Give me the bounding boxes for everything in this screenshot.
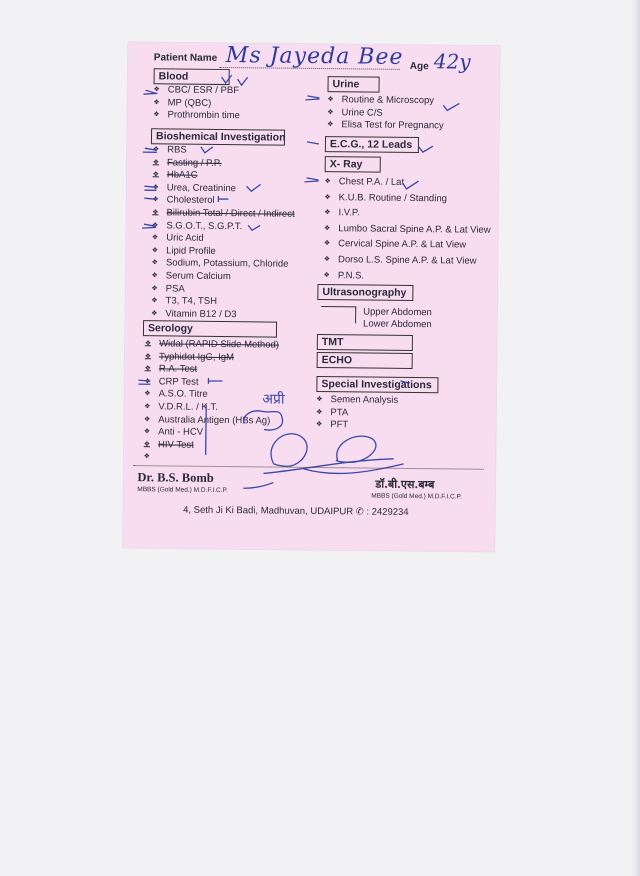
list-item: ❖ S.G.O.T., S.G.P.T. [152, 220, 295, 234]
list-item: ❖ Lumbo Sacral Spine A.P. & Lat View [324, 221, 491, 238]
list-item: ❖ Vitamin B12 / D3 [151, 308, 294, 322]
list-item: ❖ Anti - HCV [144, 426, 278, 440]
list-item: ❖ Prothrombin time [153, 109, 240, 123]
ultrasonography-heading: Ultrasonography [317, 284, 413, 301]
hindi-note-handwritten: अप्री [262, 391, 285, 408]
signature-line [243, 482, 273, 488]
ecg-heading: E.C.G., 12 Leads [325, 136, 419, 153]
list-item: ❖ CRP Test [144, 376, 278, 390]
patient-name-handwritten: Ms Jayeda Bee [225, 43, 404, 70]
list-item: ❖ Cervical Spine A.P. & Lat View [324, 236, 491, 253]
tick-mark [248, 225, 260, 230]
list-item: ❖ V.D.R.L. / K.T. [144, 401, 278, 415]
list-item: ❖ A.S.O. Titre [144, 389, 278, 403]
patient-name-label: Patient Name [153, 52, 218, 64]
tick-mark [208, 378, 222, 384]
arrow-mark [305, 96, 319, 100]
tick-mark [246, 184, 260, 191]
list-item: ❖ I.V.P. [324, 205, 491, 222]
list-item: ❖ HbA1C [153, 169, 296, 183]
prescription-slip [123, 42, 500, 552]
arrow-mark [143, 90, 157, 94]
list-item: Lower Abdomen [363, 317, 432, 330]
age-handwritten: 42y [433, 49, 471, 74]
doctor-name-hindi: डॉ.बी.एस.बम्ब [375, 477, 435, 492]
list-item: ❖ Sodium, Potassium, Chloride [152, 258, 295, 272]
list-item: ❖ Australia Antigen (HBs Ag) [144, 414, 278, 428]
list-item: ❖ Lipid Profile [152, 245, 295, 259]
list-item: ❖ PSA [151, 283, 294, 297]
echo-heading: ECHO [317, 352, 413, 369]
biochem-heading: Bioshemical Investigation [151, 128, 285, 145]
list-item: ❖ Urine C/S [327, 107, 444, 121]
list-item: ❖ HIV Test [144, 439, 278, 453]
arrow-mark [144, 186, 156, 190]
arrow-mark [143, 148, 157, 152]
arrow-mark [138, 380, 150, 384]
scribble [244, 411, 283, 430]
list-item: ❖ RBS [153, 144, 296, 158]
special-heading: Special Investigations [316, 376, 438, 393]
list-item: ❖ Typhidot IgG, IgM [145, 351, 279, 365]
tick-mark [419, 146, 433, 152]
ultrasonography-bracket [321, 306, 356, 323]
list-item: ❖ R.A. Test [145, 363, 279, 377]
list-item: ❖ Semen Analysis [316, 394, 398, 407]
list-item: ❖ T3, T4, TSH [151, 295, 294, 309]
pen-ink [137, 74, 459, 490]
list-item: ❖ Dorso L.S. Spine A.P. & Lat View [324, 252, 491, 269]
tick-mark [218, 196, 228, 202]
arrow-mark [305, 178, 319, 182]
doctor-name: Dr. B.S. Bomb [137, 470, 214, 485]
list-item: ❖ K.U.B. Routine / Standing [324, 190, 491, 207]
list-item: ❖ Cholesterol [152, 195, 295, 209]
clinic-address: 4, Seth Ji Ki Badi, Madhuvan, UDAIPUR ✆ : 2429234 [183, 504, 409, 518]
list-item: ❖ PFT [316, 419, 398, 432]
list-item: ❖ Bilirubin Total / Direct / Indirect [152, 207, 295, 221]
pen-line [206, 405, 207, 455]
list-item: ❖ P.N.S. [323, 268, 490, 285]
list-item: ❖ Uric Acid [152, 232, 295, 246]
tick-mark [201, 147, 213, 153]
tick-mark [402, 181, 418, 189]
arrow-mark [142, 224, 156, 228]
arrow-mark [400, 381, 408, 383]
tmt-heading: TMT [317, 334, 413, 351]
serology-heading: Serology [143, 320, 277, 337]
list-item: ❖ Routine & Microscopy [327, 94, 444, 108]
list-item: ❖ Urea, Creatinine [152, 182, 295, 196]
xray-heading: X- Ray [325, 156, 381, 173]
circle-scribble [336, 436, 376, 463]
scan-edge [632, 0, 640, 876]
list-item: Upper Abdomen [363, 306, 432, 319]
blood-heading: Blood [154, 68, 230, 85]
list-item: ❖ CBC/ ESR / PBF [153, 84, 240, 98]
tick-mark [222, 75, 248, 85]
arrow-mark [307, 142, 319, 144]
age-label: Age [409, 60, 429, 73]
list-item: ❖ PTA [316, 407, 398, 420]
doctor-qualification-2: MBBS (Gold Med.) M.D.F.I.C.P. [371, 492, 462, 501]
list-item: ❖ Serum Calcium [151, 270, 294, 284]
urine-heading: Urine [327, 76, 379, 93]
list-item: ❖ Widal (RAPID Slide Method) [145, 338, 279, 352]
doctor-qualification: MBBS (Gold Med.) M.D.F.I.C.P. [137, 486, 228, 495]
list-item: ❖ Fasting / P.P. [153, 157, 296, 171]
arrow-mark [144, 198, 156, 199]
list-item: ❖ MP (QBC) [153, 97, 240, 111]
tick-mark [443, 103, 459, 110]
list-item: ❖ Elisa Test for Pregnancy [327, 119, 444, 133]
circle-scribble [271, 434, 307, 467]
list-item: ❖ Chest P.A. / Lat [324, 174, 491, 191]
